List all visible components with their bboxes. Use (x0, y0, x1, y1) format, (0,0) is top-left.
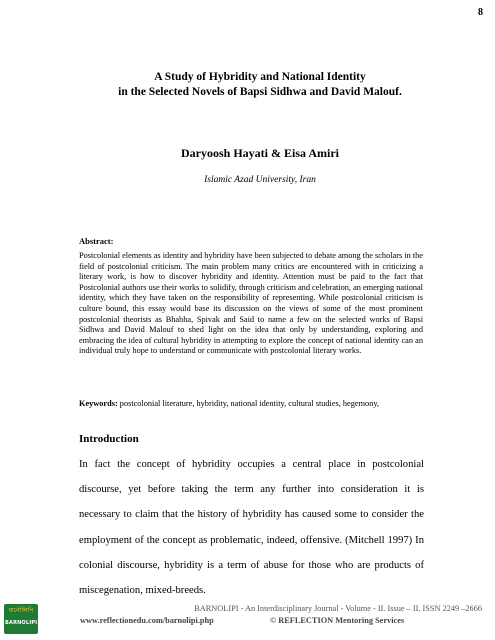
footer-journal-info: BARNOLIPI - An Interdisciplinary Journal - Volume - II. Issue – II. ISSN 2249 –2666 (194, 604, 482, 613)
keywords-text: postcolonial literature, hybridity, national identity, cultural studies, hegemony, (117, 399, 380, 408)
introduction-body: In fact the concept of hybridity occupies a central place in postcolonial discourse, yet before taking the term any further into consideration it is necessary to claim that the history of hybridity has caused some to consider the employment of the concept as problematic, indeed, offensive. (Mitchell 1997) In colonial discourse, hybridity is a term of abuse for those who are products of miscegenation, mixed-breeds. (79, 459, 424, 597)
abstract-heading: Abstract: (79, 236, 114, 246)
title-line-1: A Study of Hybridity and National Identity (154, 71, 366, 83)
introduction-heading: Introduction (79, 433, 139, 445)
abstract-body: Postcolonial elements as identity and hybridity have been subjected to debate among the scholars in the field of postcolonial criticism. The main problem many critics are encountered with in criticizing a literary work, is how to discover hybridity and identity. Attention must be paid to the fact that Postcolonial authors use their works to solidify, through criticism and celebration, an emerging national identity, which they have taken on the responsibility of representing. While postcolonial criticism is culture bound, this essay would base its discussion on the views of some of the most prominent postcolonial theorists as Bhabha, Spivak and Said to name a few on the selected works of Bapsi Sidhwa and David Malouf to shed light on the idea that only by understanding, exploring and embracing the idea of cultural hybridity in attempting to explore the concept of national identity can an individual truly hope to understand or communicate with postcolonial literary works. (79, 251, 423, 356)
footer-url[interactable]: www.reflectionedu.com/barnolipi.php (80, 616, 214, 625)
authors: Daryoosh Hayati & Eisa Amiri (181, 146, 339, 160)
barnolipi-logo (4, 604, 38, 634)
title-line-2: in the Selected Novels of Bapsi Sidhwa and David Malouf. (118, 86, 402, 98)
keywords-label: Keywords: (79, 399, 118, 408)
logo-script: বার্নোলিপি (8, 607, 34, 614)
keywords (79, 399, 423, 410)
page-number: 8 (478, 7, 483, 18)
affiliation: Islamic Azad University, Iran (204, 175, 316, 185)
paper-title (40, 70, 480, 100)
footer-services: © REFLECTION Mentoring Services (270, 616, 405, 625)
logo-text: BARNOLIPI (5, 620, 38, 626)
